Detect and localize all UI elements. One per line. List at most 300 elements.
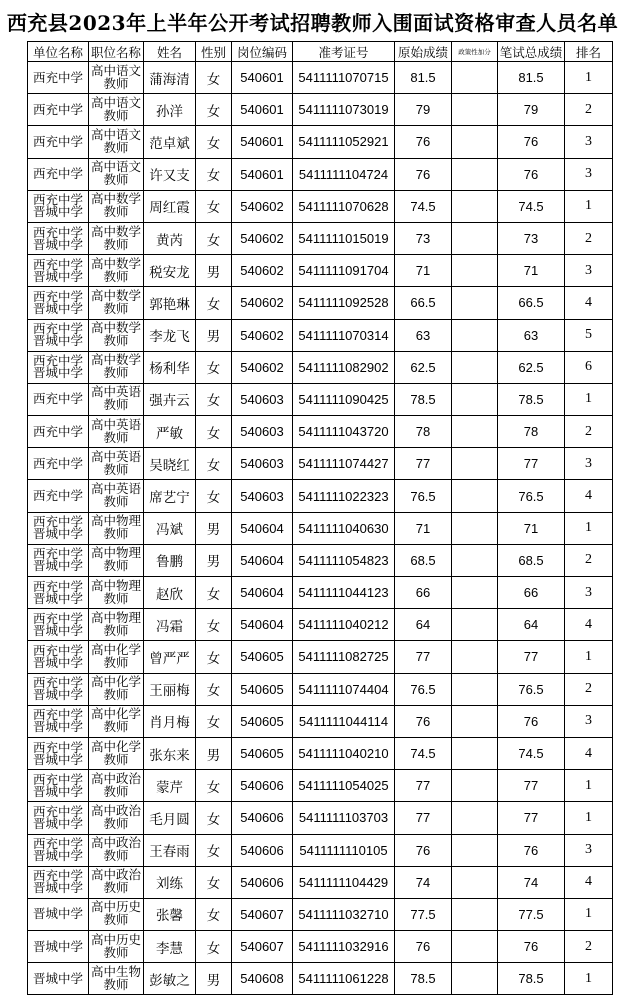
cell-total-score: 77 — [498, 802, 565, 834]
cell-code: 540604 — [232, 512, 293, 544]
cell-bonus — [452, 94, 498, 126]
cell-unit: 西充中学晋城中学 — [28, 512, 89, 544]
cell-unit: 西充中学 — [28, 62, 89, 94]
cell-position: 高中语文教师 — [89, 158, 144, 190]
cell-raw-score: 77.5 — [395, 898, 452, 930]
cell-gender: 女 — [196, 609, 232, 641]
cell-code: 540608 — [232, 963, 293, 995]
cell-unit: 晋城中学 — [28, 898, 89, 930]
cell-raw-score: 76 — [395, 126, 452, 158]
cell-total-score: 76.5 — [498, 480, 565, 512]
cell-exam-id: 5411111015019 — [293, 222, 395, 254]
cell-name: 冯斌 — [144, 512, 196, 544]
cell-rank: 2 — [565, 94, 613, 126]
cell-bonus — [452, 255, 498, 287]
cell-position: 高中英语教师 — [89, 448, 144, 480]
cell-rank: 2 — [565, 931, 613, 963]
cell-position: 高中物理教师 — [89, 577, 144, 609]
cell-code: 540601 — [232, 62, 293, 94]
cell-rank: 1 — [565, 190, 613, 222]
cell-total-score: 77 — [498, 770, 565, 802]
cell-bonus — [452, 641, 498, 673]
cell-unit: 西充中学 — [28, 126, 89, 158]
cell-code: 540603 — [232, 448, 293, 480]
cell-exam-id: 5411111074427 — [293, 448, 395, 480]
cell-unit: 西充中学晋城中学 — [28, 351, 89, 383]
cell-rank: 1 — [565, 898, 613, 930]
cell-unit: 西充中学晋城中学 — [28, 737, 89, 769]
cell-raw-score: 66.5 — [395, 287, 452, 319]
cell-unit: 西充中学 — [28, 416, 89, 448]
cell-raw-score: 77 — [395, 448, 452, 480]
cell-code: 540602 — [232, 222, 293, 254]
cell-unit: 西充中学 — [28, 448, 89, 480]
cell-bonus — [452, 963, 498, 995]
cell-unit: 西充中学晋城中学 — [28, 834, 89, 866]
cell-bonus — [452, 705, 498, 737]
table-row — [28, 673, 613, 705]
table-row — [28, 737, 613, 769]
cell-gender: 女 — [196, 416, 232, 448]
cell-bonus — [452, 126, 498, 158]
header-position: 职位名称 — [89, 42, 144, 62]
cell-code: 540604 — [232, 577, 293, 609]
cell-gender: 女 — [196, 898, 232, 930]
cell-code: 540607 — [232, 931, 293, 963]
cell-raw-score: 76.5 — [395, 673, 452, 705]
cell-unit: 西充中学晋城中学 — [28, 802, 89, 834]
cell-total-score: 74.5 — [498, 737, 565, 769]
cell-exam-id: 5411111092528 — [293, 287, 395, 319]
table-row — [28, 705, 613, 737]
cell-bonus — [452, 62, 498, 94]
cell-raw-score: 74.5 — [395, 190, 452, 222]
cell-gender: 男 — [196, 963, 232, 995]
cell-bonus — [452, 287, 498, 319]
cell-position: 高中数学教师 — [89, 222, 144, 254]
cell-raw-score: 78.5 — [395, 383, 452, 415]
cell-name: 杨利华 — [144, 351, 196, 383]
cell-name: 李龙飞 — [144, 319, 196, 351]
cell-raw-score: 74.5 — [395, 737, 452, 769]
cell-total-score: 76 — [498, 705, 565, 737]
cell-code: 540605 — [232, 641, 293, 673]
cell-position: 高中政治教师 — [89, 770, 144, 802]
cell-name: 冯霜 — [144, 609, 196, 641]
table-row — [28, 126, 613, 158]
header-code: 岗位编码 — [232, 42, 293, 62]
cell-code: 540601 — [232, 158, 293, 190]
cell-total-score: 66 — [498, 577, 565, 609]
cell-name: 王丽梅 — [144, 673, 196, 705]
cell-name: 郭艳琳 — [144, 287, 196, 319]
cell-unit: 西充中学晋城中学 — [28, 705, 89, 737]
cell-code: 540607 — [232, 898, 293, 930]
table-row — [28, 770, 613, 802]
cell-position: 高中化学教师 — [89, 705, 144, 737]
cell-gender: 女 — [196, 448, 232, 480]
cell-total-score: 78.5 — [498, 963, 565, 995]
cell-rank: 5 — [565, 319, 613, 351]
cell-unit: 西充中学晋城中学 — [28, 222, 89, 254]
cell-bonus — [452, 577, 498, 609]
cell-rank: 3 — [565, 126, 613, 158]
cell-code: 540606 — [232, 866, 293, 898]
cell-unit: 西充中学晋城中学 — [28, 577, 89, 609]
candidate-table — [27, 41, 613, 995]
cell-position: 高中物理教师 — [89, 544, 144, 576]
cell-bonus — [452, 802, 498, 834]
cell-raw-score: 76 — [395, 931, 452, 963]
cell-position: 高中数学教师 — [89, 255, 144, 287]
cell-total-score: 76 — [498, 931, 565, 963]
cell-raw-score: 79 — [395, 94, 452, 126]
table-header — [28, 42, 613, 62]
cell-exam-id: 5411111040630 — [293, 512, 395, 544]
table-row — [28, 94, 613, 126]
cell-unit: 西充中学晋城中学 — [28, 609, 89, 641]
cell-rank: 3 — [565, 448, 613, 480]
cell-code: 540603 — [232, 416, 293, 448]
cell-rank: 6 — [565, 351, 613, 383]
cell-exam-id: 5411111054823 — [293, 544, 395, 576]
table-row — [28, 544, 613, 576]
cell-position: 高中数学教师 — [89, 351, 144, 383]
cell-name: 税安龙 — [144, 255, 196, 287]
cell-unit: 西充中学晋城中学 — [28, 319, 89, 351]
cell-code: 540602 — [232, 255, 293, 287]
cell-exam-id: 5411111032916 — [293, 931, 395, 963]
cell-name: 鲁鹏 — [144, 544, 196, 576]
cell-unit: 西充中学 — [28, 94, 89, 126]
cell-code: 540605 — [232, 737, 293, 769]
cell-gender: 女 — [196, 222, 232, 254]
cell-code: 540602 — [232, 351, 293, 383]
cell-bonus — [452, 770, 498, 802]
cell-name: 周红霞 — [144, 190, 196, 222]
cell-exam-id: 5411111090425 — [293, 383, 395, 415]
cell-total-score: 77.5 — [498, 898, 565, 930]
page-title: 西充县2023年上半年公开考试招聘教师入围面试资格审查人员名单 — [6, 11, 619, 35]
cell-raw-score: 81.5 — [395, 62, 452, 94]
cell-raw-score: 78 — [395, 416, 452, 448]
cell-gender: 男 — [196, 737, 232, 769]
cell-bonus — [452, 834, 498, 866]
cell-bonus — [452, 609, 498, 641]
cell-rank: 4 — [565, 480, 613, 512]
cell-gender: 女 — [196, 931, 232, 963]
cell-rank: 4 — [565, 866, 613, 898]
cell-bonus — [452, 190, 498, 222]
table-row — [28, 383, 613, 415]
cell-exam-id: 5411111043720 — [293, 416, 395, 448]
cell-raw-score: 77 — [395, 641, 452, 673]
cell-unit: 西充中学 — [28, 158, 89, 190]
table-row — [28, 448, 613, 480]
cell-code: 540602 — [232, 319, 293, 351]
cell-position: 高中物理教师 — [89, 512, 144, 544]
cell-code: 540605 — [232, 705, 293, 737]
cell-name: 黄芮 — [144, 222, 196, 254]
cell-raw-score: 62.5 — [395, 351, 452, 383]
cell-rank: 1 — [565, 770, 613, 802]
table-row — [28, 866, 613, 898]
cell-total-score: 76 — [498, 834, 565, 866]
cell-rank: 1 — [565, 963, 613, 995]
cell-gender: 女 — [196, 94, 232, 126]
table-row — [28, 641, 613, 673]
cell-position: 高中生物教师 — [89, 963, 144, 995]
cell-gender: 女 — [196, 62, 232, 94]
cell-position: 高中数学教师 — [89, 287, 144, 319]
cell-exam-id: 5411111054025 — [293, 770, 395, 802]
cell-gender: 男 — [196, 319, 232, 351]
cell-code: 540602 — [232, 190, 293, 222]
cell-code: 540604 — [232, 544, 293, 576]
cell-gender: 男 — [196, 255, 232, 287]
cell-name: 毛月圆 — [144, 802, 196, 834]
cell-unit: 晋城中学 — [28, 963, 89, 995]
table-row — [28, 190, 613, 222]
cell-total-score: 77 — [498, 448, 565, 480]
cell-code: 540606 — [232, 802, 293, 834]
cell-position: 高中英语教师 — [89, 416, 144, 448]
cell-raw-score: 76 — [395, 705, 452, 737]
cell-unit: 晋城中学 — [28, 931, 89, 963]
cell-unit: 西充中学晋城中学 — [28, 770, 89, 802]
cell-rank: 1 — [565, 512, 613, 544]
table-row — [28, 480, 613, 512]
cell-bonus — [452, 737, 498, 769]
cell-gender: 女 — [196, 641, 232, 673]
cell-name: 肖月梅 — [144, 705, 196, 737]
cell-position: 高中物理教师 — [89, 609, 144, 641]
cell-rank: 4 — [565, 737, 613, 769]
cell-bonus — [452, 512, 498, 544]
cell-code: 540603 — [232, 383, 293, 415]
cell-total-score: 63 — [498, 319, 565, 351]
header-rank: 排名 — [565, 42, 613, 62]
cell-position: 高中化学教师 — [89, 641, 144, 673]
cell-exam-id: 5411111074404 — [293, 673, 395, 705]
table-row — [28, 512, 613, 544]
header-name: 姓名 — [144, 42, 196, 62]
cell-rank: 3 — [565, 834, 613, 866]
header-gender: 性别 — [196, 42, 232, 62]
cell-gender: 女 — [196, 673, 232, 705]
cell-rank: 3 — [565, 705, 613, 737]
cell-unit: 西充中学晋城中学 — [28, 544, 89, 576]
cell-rank: 4 — [565, 609, 613, 641]
table-row — [28, 898, 613, 930]
table-row — [28, 802, 613, 834]
header-unit: 单位名称 — [28, 42, 89, 62]
cell-bonus — [452, 222, 498, 254]
cell-raw-score: 71 — [395, 255, 452, 287]
table-row — [28, 834, 613, 866]
cell-bonus — [452, 931, 498, 963]
cell-code: 540606 — [232, 770, 293, 802]
cell-bonus — [452, 448, 498, 480]
cell-unit: 西充中学 — [28, 480, 89, 512]
cell-exam-id: 5411111110105 — [293, 834, 395, 866]
cell-raw-score: 76 — [395, 158, 452, 190]
cell-total-score: 76 — [498, 158, 565, 190]
cell-raw-score: 74 — [395, 866, 452, 898]
cell-name: 席艺宁 — [144, 480, 196, 512]
cell-rank: 3 — [565, 577, 613, 609]
table-row — [28, 963, 613, 995]
table-body — [28, 62, 613, 995]
table-row — [28, 577, 613, 609]
cell-name: 张东来 — [144, 737, 196, 769]
cell-gender: 女 — [196, 705, 232, 737]
cell-rank: 2 — [565, 544, 613, 576]
cell-name: 曾严严 — [144, 641, 196, 673]
cell-name: 强卉云 — [144, 383, 196, 415]
cell-bonus — [452, 416, 498, 448]
cell-rank: 3 — [565, 158, 613, 190]
cell-gender: 女 — [196, 577, 232, 609]
cell-total-score: 73 — [498, 222, 565, 254]
cell-exam-id: 5411111070715 — [293, 62, 395, 94]
cell-total-score: 74.5 — [498, 190, 565, 222]
cell-rank: 3 — [565, 255, 613, 287]
cell-name: 许又支 — [144, 158, 196, 190]
cell-position: 高中英语教师 — [89, 480, 144, 512]
cell-exam-id: 5411111022323 — [293, 480, 395, 512]
table-row — [28, 62, 613, 94]
cell-exam-id: 5411111073019 — [293, 94, 395, 126]
cell-total-score: 77 — [498, 641, 565, 673]
cell-position: 高中政治教师 — [89, 802, 144, 834]
cell-bonus — [452, 351, 498, 383]
cell-total-score: 81.5 — [498, 62, 565, 94]
cell-unit: 西充中学 — [28, 383, 89, 415]
cell-position: 高中历史教师 — [89, 931, 144, 963]
table-row — [28, 931, 613, 963]
cell-exam-id: 5411111052921 — [293, 126, 395, 158]
table-row — [28, 416, 613, 448]
cell-raw-score: 77 — [395, 770, 452, 802]
cell-gender: 女 — [196, 126, 232, 158]
cell-gender: 女 — [196, 480, 232, 512]
cell-unit: 西充中学晋城中学 — [28, 641, 89, 673]
cell-position: 高中语文教师 — [89, 94, 144, 126]
cell-code: 540605 — [232, 673, 293, 705]
cell-position: 高中化学教师 — [89, 737, 144, 769]
cell-code: 540606 — [232, 834, 293, 866]
cell-exam-id: 5411111040212 — [293, 609, 395, 641]
cell-exam-id: 5411111104724 — [293, 158, 395, 190]
cell-exam-id: 5411111104429 — [293, 866, 395, 898]
cell-raw-score: 78.5 — [395, 963, 452, 995]
cell-gender: 女 — [196, 383, 232, 415]
table-row — [28, 255, 613, 287]
cell-raw-score: 68.5 — [395, 544, 452, 576]
cell-raw-score: 77 — [395, 802, 452, 834]
cell-bonus — [452, 673, 498, 705]
cell-code: 540602 — [232, 287, 293, 319]
cell-gender: 男 — [196, 512, 232, 544]
cell-bonus — [452, 866, 498, 898]
cell-exam-id: 5411111082725 — [293, 641, 395, 673]
cell-name: 范卓斌 — [144, 126, 196, 158]
cell-unit: 西充中学晋城中学 — [28, 190, 89, 222]
cell-rank: 1 — [565, 641, 613, 673]
header-exam-id: 准考证号 — [293, 42, 395, 62]
cell-total-score: 79 — [498, 94, 565, 126]
cell-name: 张馨 — [144, 898, 196, 930]
cell-name: 吴晓红 — [144, 448, 196, 480]
cell-bonus — [452, 383, 498, 415]
cell-name: 刘练 — [144, 866, 196, 898]
cell-total-score: 76.5 — [498, 673, 565, 705]
cell-exam-id: 5411111070314 — [293, 319, 395, 351]
cell-raw-score: 71 — [395, 512, 452, 544]
cell-rank: 1 — [565, 802, 613, 834]
cell-total-score: 76 — [498, 126, 565, 158]
cell-code: 540601 — [232, 126, 293, 158]
table-row — [28, 319, 613, 351]
cell-position: 高中数学教师 — [89, 319, 144, 351]
cell-name: 孙洋 — [144, 94, 196, 126]
header-row — [28, 42, 613, 62]
cell-unit: 西充中学晋城中学 — [28, 673, 89, 705]
cell-name: 蒙芹 — [144, 770, 196, 802]
cell-rank: 2 — [565, 222, 613, 254]
table-row — [28, 222, 613, 254]
cell-unit: 西充中学晋城中学 — [28, 255, 89, 287]
cell-position: 高中政治教师 — [89, 866, 144, 898]
cell-raw-score: 76 — [395, 834, 452, 866]
cell-position: 高中英语教师 — [89, 383, 144, 415]
cell-exam-id: 5411111032710 — [293, 898, 395, 930]
cell-position: 高中数学教师 — [89, 190, 144, 222]
header-raw-score: 原始成绩 — [395, 42, 452, 62]
cell-rank: 1 — [565, 383, 613, 415]
cell-bonus — [452, 898, 498, 930]
cell-exam-id: 5411111044114 — [293, 705, 395, 737]
cell-raw-score: 64 — [395, 609, 452, 641]
header-total-score: 笔试总成绩 — [498, 42, 565, 62]
cell-gender: 女 — [196, 834, 232, 866]
cell-raw-score: 73 — [395, 222, 452, 254]
cell-unit: 西充中学晋城中学 — [28, 287, 89, 319]
cell-exam-id: 5411111070628 — [293, 190, 395, 222]
cell-rank: 2 — [565, 416, 613, 448]
cell-unit: 西充中学晋城中学 — [28, 866, 89, 898]
header-bonus: 政策性加分 — [452, 42, 498, 62]
cell-name: 赵欣 — [144, 577, 196, 609]
cell-position: 高中化学教师 — [89, 673, 144, 705]
cell-position: 高中政治教师 — [89, 834, 144, 866]
cell-total-score: 74 — [498, 866, 565, 898]
cell-name: 王春雨 — [144, 834, 196, 866]
cell-total-score: 71 — [498, 255, 565, 287]
cell-gender: 女 — [196, 802, 232, 834]
cell-exam-id: 5411111103703 — [293, 802, 395, 834]
cell-gender: 女 — [196, 866, 232, 898]
cell-name: 蒲海清 — [144, 62, 196, 94]
cell-total-score: 78 — [498, 416, 565, 448]
cell-gender: 女 — [196, 351, 232, 383]
table-row — [28, 609, 613, 641]
cell-gender: 女 — [196, 287, 232, 319]
cell-name: 严敏 — [144, 416, 196, 448]
cell-code: 540601 — [232, 94, 293, 126]
cell-gender: 女 — [196, 158, 232, 190]
